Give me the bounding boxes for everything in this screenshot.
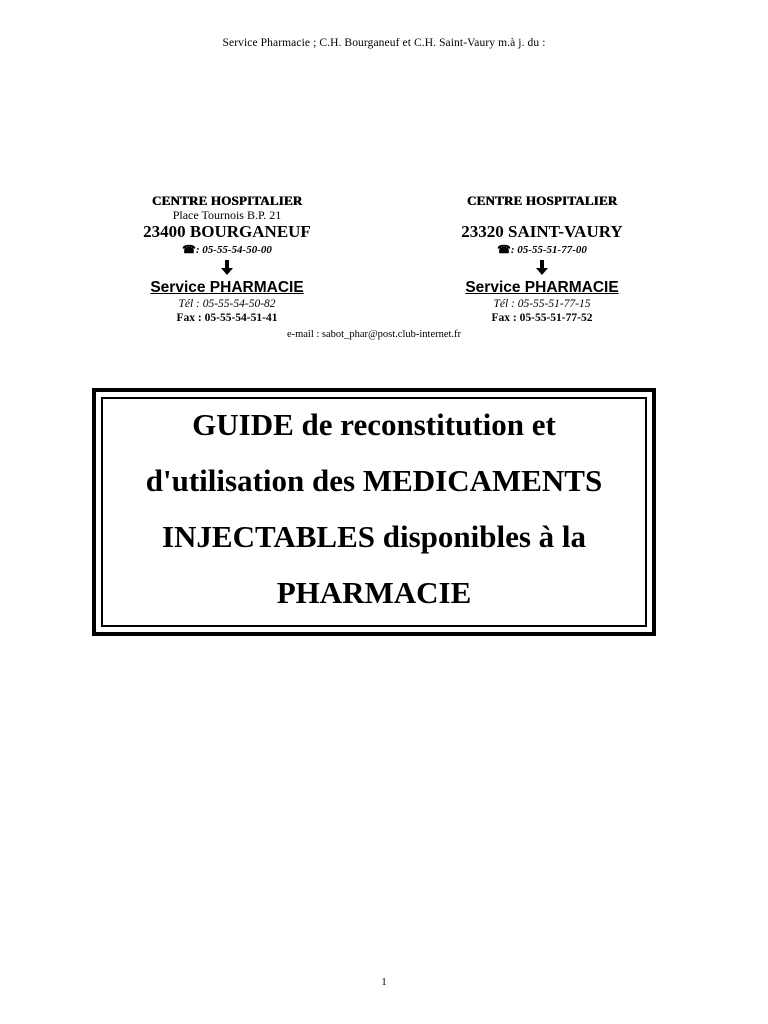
arrow-down-icon: [107, 257, 347, 277]
telephone-icon: ☎: [182, 244, 196, 256]
street-address: Place Tournois B.P. 21: [172, 208, 282, 222]
hospital-name: CENTRE HOSPITALIER: [466, 193, 618, 208]
street-address-empty: [422, 209, 662, 221]
address-block-saint-vaury: [422, 193, 662, 325]
phone-line: [107, 243, 347, 257]
page-header: Service Pharmacie ; C.H. Bourganeuf et C.H. Saint-Vaury m.à j. du :: [222, 37, 546, 49]
title-line-1: GUIDE de reconstitution et: [192, 407, 556, 442]
page-number: 1: [381, 976, 387, 988]
title-frame: [92, 388, 656, 636]
hospital-name: CENTRE HOSPITALIER: [151, 193, 303, 208]
phone-number: : 05-55-51-77-00: [510, 244, 587, 256]
arrow-down-icon: [422, 257, 662, 277]
address-block-bourganeuf: [107, 193, 347, 325]
phone-line: [422, 243, 662, 257]
city-line: 23320 SAINT-VAURY: [461, 222, 623, 241]
service-title: Service PHARMACIE: [465, 279, 619, 296]
title-line-3: INJECTABLES disponibles à la: [161, 519, 587, 554]
service-title: Service PHARMACIE: [150, 279, 304, 296]
telephone-icon: ☎: [497, 244, 511, 256]
service-tel: Tél : 05-55-54-50-82: [178, 298, 276, 310]
title-line-2: d'utilisation des MEDICAMENTS: [145, 463, 603, 498]
service-fax: Fax : 05-55-51-77-52: [491, 312, 593, 324]
title-line-4: PHARMACIE: [276, 575, 472, 610]
title-inner-frame: [101, 397, 647, 627]
service-fax: Fax : 05-55-54-51-41: [176, 312, 278, 324]
city-line: 23400 BOURGANEUF: [143, 222, 311, 241]
email-line: e-mail : sabot_phar@post.club-internet.fr: [286, 329, 462, 340]
phone-number: : 05-55-54-50-00: [195, 244, 272, 256]
service-tel: Tél : 05-55-51-77-15: [493, 298, 591, 310]
